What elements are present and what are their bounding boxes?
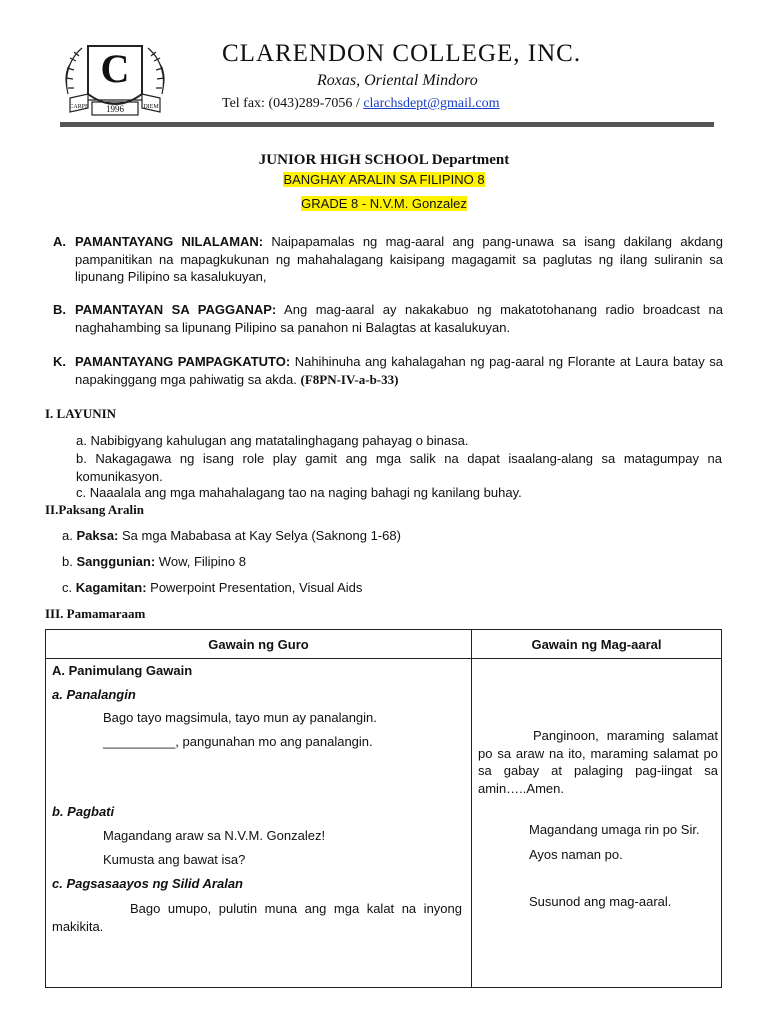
item-label: Kagamitan: [75, 580, 147, 595]
panalangin-line-1: Bago tayo magsimula, tayo mun ay panalangin. [103, 710, 377, 725]
kagamitan-item [62, 580, 362, 595]
standard-label: PAMANTAYANG NILALAMAN: [75, 234, 264, 249]
standard-label: PAMANTAYAN SA PAGGANAP: [75, 302, 277, 317]
objective-b: b. Nakagagawa ng isang role play gamit ang mga salik na dapat isaalang-alang sa matagumpay na komunikasyon. [76, 451, 722, 484]
contact-phone: Tel fax: (043)289-7056 / [222, 96, 364, 111]
paksa-item [62, 528, 401, 543]
pagbati-label: b. Pagbati [52, 804, 115, 819]
layunin-heading: I. LAYUNIN [45, 406, 117, 421]
standard-label: PAMANTAYANG PAMPAGKATUTO: [75, 354, 291, 369]
objective-c: c. Naaalala ang mga mahahalagang tao na naging bahagi ng kanilang buhay. [76, 485, 522, 500]
logo-year: 1996 [106, 104, 124, 114]
logo-motto-right: DIEM [143, 104, 159, 110]
header-divider [60, 122, 714, 127]
competency-code: (F8PN-IV-a-b-33) [300, 371, 399, 387]
standard-letter: B. [53, 302, 66, 317]
panalangin-label: a. Panalangin [52, 687, 136, 702]
standard-text: Ang mag-aaral ay nakakabuo ng makatotohanang radio broadcast na naghahambing sa lipunang Pilipino sa panahon ni Balagtas at kasalukuyan. [75, 302, 723, 335]
table-header-row [46, 630, 722, 659]
col-header-magaaral: Gawain ng Mag-aaral [472, 630, 722, 659]
lesson-procedure-table [45, 629, 722, 988]
subject-title [0, 172, 768, 187]
contact-email-link[interactable]: clarchsdept@gmail.com [363, 96, 500, 111]
panalangin-line-2: __________, pangunahan mo ang panalangin. [103, 734, 373, 749]
student-prayer: Panginoon, maraming salamat po sa araw na ito, maraming salamat po sa gabay at palaging pag-iingat sa amin…..Amen. [478, 728, 718, 796]
standard-letter: K. [53, 354, 66, 369]
college-location: Roxas, Oriental Mindoro [317, 72, 478, 89]
student-reply-2: Ayos naman po. [529, 847, 623, 862]
item-value: Sa mga Mababasa at Kay Selya (Saknong 1-68) [118, 528, 401, 543]
standard-b [53, 301, 723, 336]
department-title: JUNIOR HIGH SCHOOL Department [258, 152, 510, 168]
table-row [46, 659, 722, 988]
logo-letter: C [100, 46, 130, 91]
objective-a: a. Nabibigyang kahulugan ang matatalinghagang pahayag o binasa. [76, 433, 469, 448]
grade-title [0, 196, 768, 211]
magaaral-cell [472, 659, 722, 988]
logo-motto-left: CARPE [69, 104, 89, 110]
guro-cell [46, 659, 472, 988]
paksang-aralin-heading: II.Paksang Aralin [45, 502, 144, 517]
subject-title-text: BANGHAY ARALIN SA FILIPINO 8 [283, 172, 485, 187]
col-header-guro: Gawain ng Guro [46, 630, 472, 659]
standard-text: Naipapamalas ng mag-aaral ang pang-unawa sa isang dakilang akdang pampanitikan na mapagkukunan ng mahahalagang kaisipang magagamit sa paglutas ng ilang suliranin sa lipunang Pilipino sa kasalukuyan, [75, 234, 723, 284]
college-name: CLARENDON COLLEGE, INC. [222, 40, 582, 67]
item-prefix: c. [62, 580, 76, 595]
standard-letter: A. [53, 234, 66, 249]
item-label: Sanggunian: [76, 554, 156, 569]
pagsasaayos-line: Bago umupo, pulutin muna ang mga kalat na inyong makikita. [52, 901, 462, 934]
standard-text: Nahihinuha ang kahalagahan ng pag-aaral ng Florante at Laura batay sa napakinggang mga pahiwatig sa akda. [75, 354, 724, 387]
item-label: Paksa: [76, 528, 119, 543]
college-logo [60, 38, 170, 120]
student-reply-1: Magandang umaga rin po Sir. [529, 822, 700, 837]
pagbati-line-2: Kumusta ang bawat isa? [103, 852, 246, 867]
standard-k [53, 353, 723, 388]
panimulang-gawain-label: A. Panimulang Gawain [52, 663, 193, 678]
item-value: Wow, Filipino 8 [155, 554, 246, 569]
item-prefix: b. [62, 554, 77, 569]
college-contact [222, 96, 499, 112]
student-reply-3: Susunod ang mag-aaral. [529, 894, 672, 909]
pagbati-line-1: Magandang araw sa N.V.M. Gonzalez! [103, 828, 326, 843]
pagsasaayos-label: c. Pagsasaayos ng Silid Aralan [52, 876, 243, 891]
standard-a [53, 233, 723, 286]
item-value: Powerpoint Presentation, Visual Aids [146, 580, 363, 595]
pamamaraan-heading: III. Pamamaraam [45, 606, 146, 621]
item-prefix: a. [62, 528, 77, 543]
sanggunian-item [62, 554, 246, 569]
grade-title-text: GRADE 8 - N.V.M. Gonzalez [301, 196, 467, 211]
